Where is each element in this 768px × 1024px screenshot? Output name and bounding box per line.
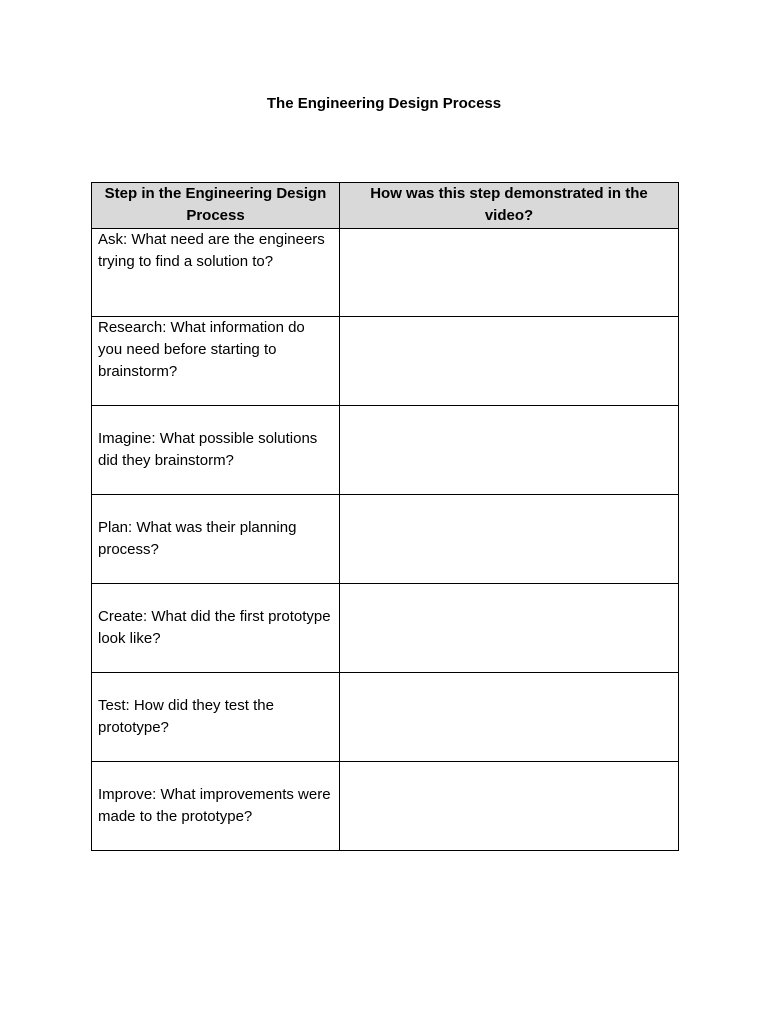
table-row-create bbox=[92, 584, 679, 673]
answer-cell-research[interactable] bbox=[340, 317, 679, 406]
step-cell-test: Test: How did they test the prototype? bbox=[92, 673, 340, 762]
table-row-improve bbox=[92, 762, 679, 851]
answer-cell-test[interactable] bbox=[340, 673, 679, 762]
step-cell-research: Research: What information do you need before starting to brainstorm? bbox=[92, 317, 340, 406]
table-row-ask bbox=[92, 229, 679, 317]
answer-cell-ask[interactable] bbox=[340, 229, 679, 317]
step-cell-improve: Improve: What improvements were made to the prototype? bbox=[92, 762, 340, 851]
step-cell-imagine: Imagine: What possible solutions did they brainstorm? bbox=[92, 406, 340, 495]
table-row-research bbox=[92, 317, 679, 406]
design-process-table bbox=[91, 182, 679, 851]
step-cell-create: Create: What did the first prototype look like? bbox=[92, 584, 340, 673]
answer-cell-plan[interactable] bbox=[340, 495, 679, 584]
table-row-imagine bbox=[92, 406, 679, 495]
step-cell-ask: Ask: What need are the engineers trying to find a solution to? bbox=[92, 229, 340, 317]
step-cell-plan: Plan: What was their planning process? bbox=[92, 495, 340, 584]
answer-cell-improve[interactable] bbox=[340, 762, 679, 851]
page-title: The Engineering Design Process bbox=[266, 95, 502, 112]
header-how-demonstrated: How was this step demonstrated in the video? bbox=[340, 183, 679, 229]
table-row-test bbox=[92, 673, 679, 762]
table-row-plan bbox=[92, 495, 679, 584]
answer-cell-create[interactable] bbox=[340, 584, 679, 673]
table-header-row bbox=[92, 183, 679, 229]
header-step: Step in the Engineering Design Process bbox=[92, 183, 340, 229]
answer-cell-imagine[interactable] bbox=[340, 406, 679, 495]
